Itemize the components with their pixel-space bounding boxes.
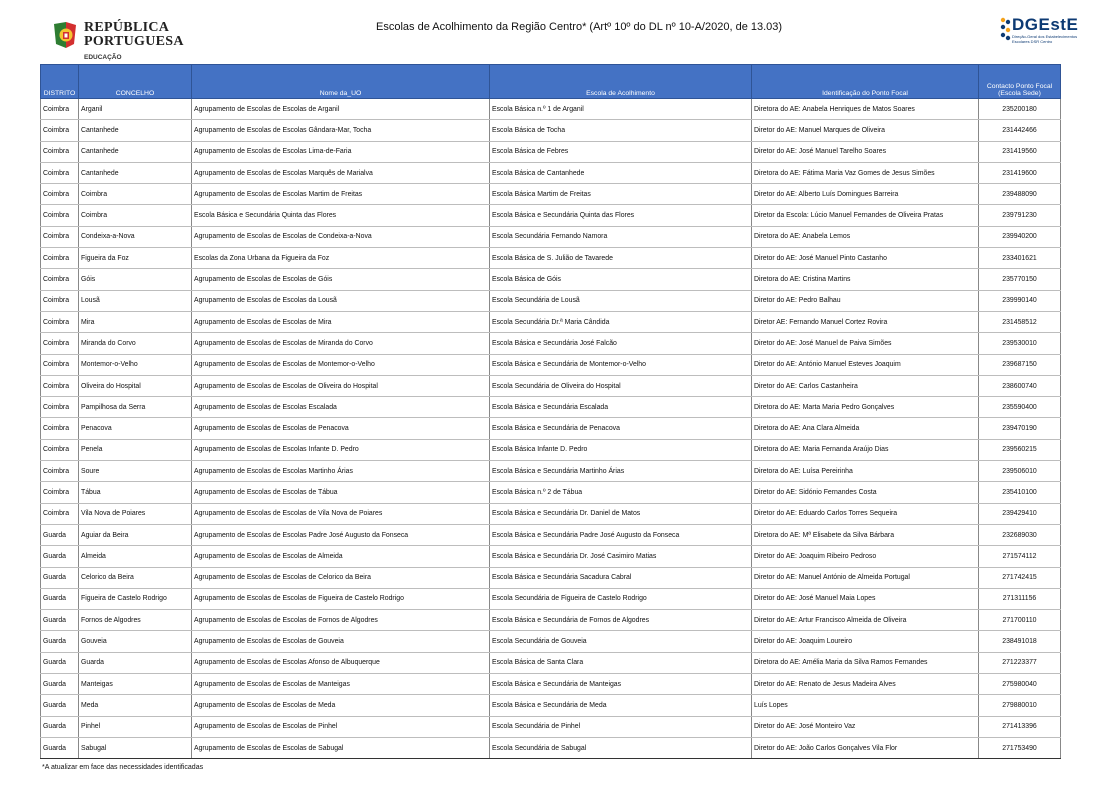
cell-distrito: Coimbra xyxy=(41,120,79,141)
cell-concelho: Soure xyxy=(79,461,192,482)
cell-escola: Escola Básica e Secundária José Falcão xyxy=(490,333,752,354)
cell-nome-uo: Agrupamento de Escolas de Escolas da Lousã xyxy=(192,290,490,311)
cell-contacto: 239990140 xyxy=(979,290,1061,311)
cell-nome-uo: Agrupamento de Escolas de Escolas de Vila Nova de Poiares xyxy=(192,503,490,524)
cell-contacto: 238491018 xyxy=(979,631,1061,652)
cell-concelho: Celorico da Beira xyxy=(79,567,192,588)
cell-contacto: 271223377 xyxy=(979,652,1061,673)
cell-concelho: Penacova xyxy=(79,418,192,439)
cell-nome-uo: Agrupamento de Escolas de Escolas de Manteigas xyxy=(192,674,490,695)
cell-escola: Escola Básica e Secundária de Manteigas xyxy=(490,674,752,695)
cell-distrito: Guarda xyxy=(41,567,79,588)
table-row xyxy=(41,737,1061,758)
cell-distrito: Guarda xyxy=(41,674,79,695)
cell-contacto: 235410100 xyxy=(979,482,1061,503)
cell-distrito: Coimbra xyxy=(41,248,79,269)
table-row xyxy=(41,311,1061,332)
cell-distrito: Coimbra xyxy=(41,397,79,418)
cell-nome-uo: Agrupamento de Escolas de Escolas Padre José Augusto da Fonseca xyxy=(192,524,490,545)
cell-nome-uo: Agrupamento de Escolas de Escolas de Montemor-o-Velho xyxy=(192,354,490,375)
cell-ponto-focal: Diretora do AE: Mª Elisabete da Silva Bárbara xyxy=(752,524,979,545)
cell-escola: Escola Básica e Secundária de Fornos de Algodres xyxy=(490,610,752,631)
cell-ponto-focal: Diretor do AE: José Manuel Tarelho Soares xyxy=(752,141,979,162)
table-row xyxy=(41,652,1061,673)
cell-nome-uo: Agrupamento de Escolas de Escolas de Arganil xyxy=(192,99,490,120)
cell-concelho: Pampilhosa da Serra xyxy=(79,397,192,418)
cell-concelho: Condeixa-a-Nova xyxy=(79,226,192,247)
cell-concelho: Oliveira do Hospital xyxy=(79,375,192,396)
cell-concelho: Coimbra xyxy=(79,184,192,205)
cell-distrito: Coimbra xyxy=(41,269,79,290)
cell-ponto-focal: Diretor do AE: Eduardo Carlos Torres Sequeira xyxy=(752,503,979,524)
cell-concelho: Vila Nova de Poiares xyxy=(79,503,192,524)
cell-distrito: Coimbra xyxy=(41,184,79,205)
cell-escola: Escola Básica e Secundária Quinta das Flores xyxy=(490,205,752,226)
cell-ponto-focal: Diretor do AE: Pedro Balhau xyxy=(752,290,979,311)
table-row xyxy=(41,162,1061,183)
cell-nome-uo: Agrupamento de Escolas de Escolas de Meda xyxy=(192,695,490,716)
cell-ponto-focal: Diretor do AE: Sidónio Fernandes Costa xyxy=(752,482,979,503)
cell-distrito: Guarda xyxy=(41,610,79,631)
cell-ponto-focal: Diretora do AE: Cristina Martins xyxy=(752,269,979,290)
cell-distrito: Guarda xyxy=(41,631,79,652)
table-row xyxy=(41,269,1061,290)
cell-escola: Escola Básica e Secundária Dr. Daniel de Matos xyxy=(490,503,752,524)
cell-nome-uo: Agrupamento de Escolas de Escolas Martinho Árias xyxy=(192,461,490,482)
table-row xyxy=(41,674,1061,695)
table-row xyxy=(41,375,1061,396)
logo-subtitle: EDUCAÇÃO xyxy=(84,54,122,61)
cell-distrito: Coimbra xyxy=(41,418,79,439)
table-row xyxy=(41,631,1061,652)
cell-nome-uo: Agrupamento de Escolas de Escolas Afonso de Albuquerque xyxy=(192,652,490,673)
cell-escola: Escola Básica de Cantanhede xyxy=(490,162,752,183)
cell-nome-uo: Agrupamento de Escolas de Escolas de Penacova xyxy=(192,418,490,439)
cell-ponto-focal: Diretora do AE: Maria Fernanda Araújo Dias xyxy=(752,439,979,460)
cell-contacto: 239940200 xyxy=(979,226,1061,247)
cell-distrito: Guarda xyxy=(41,524,79,545)
cell-concelho: Coimbra xyxy=(79,205,192,226)
cell-concelho: Mira xyxy=(79,311,192,332)
cell-ponto-focal: Diretor do AE: José Manuel Maia Lopes xyxy=(752,588,979,609)
cell-ponto-focal: Diretor do AE: José Manuel de Paiva Simões xyxy=(752,333,979,354)
table-row xyxy=(41,248,1061,269)
cell-contacto: 271700110 xyxy=(979,610,1061,631)
footnote: *A atualizar em face das necessidades identificadas xyxy=(42,764,204,771)
cell-contacto: 231419560 xyxy=(979,141,1061,162)
cell-nome-uo: Agrupamento de Escolas de Escolas de Gouveia xyxy=(192,631,490,652)
cell-contacto: 271574112 xyxy=(979,546,1061,567)
cell-contacto: 235200180 xyxy=(979,99,1061,120)
table-row xyxy=(41,226,1061,247)
cell-concelho: Aguiar da Beira xyxy=(79,524,192,545)
dgeste-wordmark: DGEstE xyxy=(1012,15,1079,34)
cell-nome-uo: Escolas da Zona Urbana da Figueira da Foz xyxy=(192,248,490,269)
table-row xyxy=(41,418,1061,439)
cell-contacto: 279880010 xyxy=(979,695,1061,716)
cell-nome-uo: Agrupamento de Escolas de Escolas Lima-de-Faria xyxy=(192,141,490,162)
cell-ponto-focal: Diretora do AE: Ana Clara Almeida xyxy=(752,418,979,439)
cell-ponto-focal: Diretora do AE: Anabela Lemos xyxy=(752,226,979,247)
cell-concelho: Lousã xyxy=(79,290,192,311)
cell-concelho: Figueira de Castelo Rodrigo xyxy=(79,588,192,609)
table-row xyxy=(41,546,1061,567)
cell-escola: Escola Básica Martim de Freitas xyxy=(490,184,752,205)
schools-table xyxy=(40,64,1061,759)
cell-nome-uo: Agrupamento de Escolas de Escolas de Condeixa-a-Nova xyxy=(192,226,490,247)
cell-contacto: 231419600 xyxy=(979,162,1061,183)
header-escola-acolhimento: Escola de Acolhimento xyxy=(490,65,752,99)
cell-distrito: Coimbra xyxy=(41,162,79,183)
header-ponto-focal: Identificação do Ponto Focal xyxy=(752,65,979,99)
cell-escola: Escola Básica e Secundária Martinho Árias xyxy=(490,461,752,482)
cell-nome-uo: Agrupamento de Escolas de Escolas Escalada xyxy=(192,397,490,418)
cell-nome-uo: Agrupamento de Escolas de Escolas de Oliveira do Hospital xyxy=(192,375,490,396)
cell-ponto-focal: Diretor AE: Fernando Manuel Cortez Rovira xyxy=(752,311,979,332)
cell-escola: Escola Secundária de Figueira de Castelo Rodrigo xyxy=(490,588,752,609)
cell-ponto-focal: Diretor do AE: Carlos Castanheira xyxy=(752,375,979,396)
cell-nome-uo: Agrupamento de Escolas de Escolas Infante D. Pedro xyxy=(192,439,490,460)
cell-concelho: Góis xyxy=(79,269,192,290)
cell-ponto-focal: Diretor do AE: José Monteiro Vaz xyxy=(752,716,979,737)
cell-concelho: Guarda xyxy=(79,652,192,673)
cell-contacto: 275980040 xyxy=(979,674,1061,695)
table-header-row xyxy=(41,65,1061,99)
cell-escola: Escola Básica e Secundária Dr. José Casimiro Matias xyxy=(490,546,752,567)
cell-nome-uo: Agrupamento de Escolas de Escolas Martim de Freitas xyxy=(192,184,490,205)
cell-nome-uo: Agrupamento de Escolas de Escolas de Fornos de Algodres xyxy=(192,610,490,631)
cell-escola: Escola Secundária Dr.ª Maria Cândida xyxy=(490,311,752,332)
cell-ponto-focal: Diretor do AE: Joaquim Ribeiro Pedroso xyxy=(752,546,979,567)
cell-distrito: Coimbra xyxy=(41,375,79,396)
cell-nome-uo: Agrupamento de Escolas de Escolas de Pinhel xyxy=(192,716,490,737)
cell-nome-uo: Agrupamento de Escolas de Escolas de Miranda do Corvo xyxy=(192,333,490,354)
cell-escola: Escola Secundária de Pinhel xyxy=(490,716,752,737)
cell-distrito: Guarda xyxy=(41,652,79,673)
cell-distrito: Coimbra xyxy=(41,461,79,482)
header-concelho: CONCELHO xyxy=(79,65,192,99)
cell-escola: Escola Básica e Secundária Escalada xyxy=(490,397,752,418)
cell-concelho: Almeida xyxy=(79,546,192,567)
cell-distrito: Guarda xyxy=(41,546,79,567)
cell-contacto: 239560215 xyxy=(979,439,1061,460)
cell-escola: Escola Secundária de Lousã xyxy=(490,290,752,311)
table-row xyxy=(41,716,1061,737)
cell-distrito: Coimbra xyxy=(41,226,79,247)
cell-ponto-focal: Diretor do AE: José Manuel Pinto Castanho xyxy=(752,248,979,269)
table-row xyxy=(41,503,1061,524)
cell-contacto: 235590400 xyxy=(979,397,1061,418)
table-row xyxy=(41,205,1061,226)
table-row xyxy=(41,120,1061,141)
cell-concelho: Tábua xyxy=(79,482,192,503)
cell-escola: Escola Básica e Secundária de Meda xyxy=(490,695,752,716)
cell-escola: Escola Básica n.º 2 de Tábua xyxy=(490,482,752,503)
cell-concelho: Figueira da Foz xyxy=(79,248,192,269)
cell-ponto-focal: Diretora do AE: Anabela Henriques de Matos Soares xyxy=(752,99,979,120)
cell-contacto: 239506010 xyxy=(979,461,1061,482)
table-row xyxy=(41,290,1061,311)
cell-ponto-focal: Diretor da Escola: Lúcio Manuel Fernandes de Oliveira Pratas xyxy=(752,205,979,226)
cell-distrito: Coimbra xyxy=(41,354,79,375)
table-row xyxy=(41,461,1061,482)
cell-distrito: Guarda xyxy=(41,588,79,609)
cell-distrito: Guarda xyxy=(41,737,79,758)
cell-contacto: 239429410 xyxy=(979,503,1061,524)
table-row xyxy=(41,397,1061,418)
cell-nome-uo: Agrupamento de Escolas de Escolas Gândara-Mar, Tocha xyxy=(192,120,490,141)
cell-ponto-focal: Diretor do AE: Artur Francisco Almeida de Oliveira xyxy=(752,610,979,631)
cell-ponto-focal: Diretora do AE: Marta Maria Pedro Gonçalves xyxy=(752,397,979,418)
cell-nome-uo: Agrupamento de Escolas de Escolas de Mira xyxy=(192,311,490,332)
cell-concelho: Cantanhede xyxy=(79,141,192,162)
cell-concelho: Gouveia xyxy=(79,631,192,652)
table-row xyxy=(41,695,1061,716)
cell-ponto-focal: Diretor do AE: João Carlos Gonçalves Vila Flor xyxy=(752,737,979,758)
cell-ponto-focal: Diretor do AE: António Manuel Esteves Joaquim xyxy=(752,354,979,375)
cell-concelho: Cantanhede xyxy=(79,120,192,141)
cell-escola: Escola Básica e Secundária Sacadura Cabral xyxy=(490,567,752,588)
cell-escola: Escola Básica de Santa Clara xyxy=(490,652,752,673)
cell-contacto: 239488090 xyxy=(979,184,1061,205)
page-title: Escolas de Acolhimento da Região Centro* (Artº 10º do DL nº 10-A/2020, de 13.03) xyxy=(376,21,783,33)
table-row xyxy=(41,333,1061,354)
cell-distrito: Coimbra xyxy=(41,503,79,524)
cell-nome-uo: Agrupamento de Escolas de Escolas de Góis xyxy=(192,269,490,290)
cell-contacto: 235770150 xyxy=(979,269,1061,290)
table-row xyxy=(41,482,1061,503)
cell-concelho: Sabugal xyxy=(79,737,192,758)
cell-contacto: 238600740 xyxy=(979,375,1061,396)
cell-escola: Escola Básica e Secundária Padre José Augusto da Fonseca xyxy=(490,524,752,545)
cell-distrito: Coimbra xyxy=(41,311,79,332)
cell-contacto: 231458512 xyxy=(979,311,1061,332)
cell-contacto: 239791230 xyxy=(979,205,1061,226)
header-nome-uo: Nome da_UO xyxy=(192,65,490,99)
cell-ponto-focal: Diretor do AE: Manuel Marques de Oliveira xyxy=(752,120,979,141)
cell-nome-uo: Agrupamento de Escolas de Escolas de Figueira de Castelo Rodrigo xyxy=(192,588,490,609)
cell-concelho: Penela xyxy=(79,439,192,460)
cell-nome-uo: Agrupamento de Escolas de Escolas Marquês de Marialva xyxy=(192,162,490,183)
cell-ponto-focal: Diretora do AE: Fátima Maria Vaz Gomes de Jesus Simões xyxy=(752,162,979,183)
cell-concelho: Cantanhede xyxy=(79,162,192,183)
cell-nome-uo: Agrupamento de Escolas de Escolas de Sabugal xyxy=(192,737,490,758)
cell-escola: Escola Básica de Febres xyxy=(490,141,752,162)
cell-distrito: Coimbra xyxy=(41,439,79,460)
table-row xyxy=(41,184,1061,205)
cell-escola: Escola Básica n.º 1 de Arganil xyxy=(490,99,752,120)
cell-contacto: 231442466 xyxy=(979,120,1061,141)
cell-nome-uo: Agrupamento de Escolas de Escolas de Celorico da Beira xyxy=(192,567,490,588)
republica-portuguesa-logo xyxy=(52,18,182,64)
cell-escola: Escola Secundária Fernando Namora xyxy=(490,226,752,247)
cell-concelho: Manteigas xyxy=(79,674,192,695)
cell-contacto: 271753490 xyxy=(979,737,1061,758)
cell-ponto-focal: Diretor do AE: Manuel António de Almeida Portugal xyxy=(752,567,979,588)
cell-concelho: Miranda do Corvo xyxy=(79,333,192,354)
cell-concelho: Meda xyxy=(79,695,192,716)
header-distrito: DISTRITO xyxy=(41,65,79,99)
cell-escola: Escola Secundária de Gouveia xyxy=(490,631,752,652)
cell-distrito: Coimbra xyxy=(41,333,79,354)
cell-contacto: 239470190 xyxy=(979,418,1061,439)
dgeste-subtitle: Direção-Geral dos Estabelecimentos Escolares DSR Centro xyxy=(1012,34,1078,44)
cell-distrito: Coimbra xyxy=(41,482,79,503)
table-row xyxy=(41,524,1061,545)
cell-concelho: Fornos de Algodres xyxy=(79,610,192,631)
cell-escola: Escola Secundária de Oliveira do Hospital xyxy=(490,375,752,396)
table-row xyxy=(41,567,1061,588)
cell-distrito: Guarda xyxy=(41,716,79,737)
header-contacto: Contacto Ponto Focal (Escola Sede) xyxy=(979,65,1061,99)
table-row xyxy=(41,99,1061,120)
cell-concelho: Arganil xyxy=(79,99,192,120)
cell-contacto: 239687150 xyxy=(979,354,1061,375)
cell-ponto-focal: Diretora do AE: Amélia Maria da Silva Ramos Fernandes xyxy=(752,652,979,673)
cell-escola: Escola Básica de S. Julião de Tavarede xyxy=(490,248,752,269)
cell-escola: Escola Secundária de Sabugal xyxy=(490,737,752,758)
cell-escola: Escola Básica Infante D. Pedro xyxy=(490,439,752,460)
cell-contacto: 239530010 xyxy=(979,333,1061,354)
cell-concelho: Montemor-o-Velho xyxy=(79,354,192,375)
cell-escola: Escola Básica e Secundária de Montemor-o-Velho xyxy=(490,354,752,375)
cell-contacto: 271742415 xyxy=(979,567,1061,588)
cell-ponto-focal: Diretora do AE: Luísa Pereirinha xyxy=(752,461,979,482)
table-row xyxy=(41,439,1061,460)
cell-contacto: 233401621 xyxy=(979,248,1061,269)
cell-contacto: 271413396 xyxy=(979,716,1061,737)
dots-icon xyxy=(1000,17,1011,43)
cell-escola: Escola Básica de Tocha xyxy=(490,120,752,141)
cell-ponto-focal: Diretor do AE: Renato de Jesus Madeira Alves xyxy=(752,674,979,695)
table-row xyxy=(41,610,1061,631)
cell-ponto-focal: Luís Lopes xyxy=(752,695,979,716)
cell-distrito: Coimbra xyxy=(41,99,79,120)
table-body xyxy=(41,99,1061,759)
cell-contacto: 232689030 xyxy=(979,524,1061,545)
cell-nome-uo: Agrupamento de Escolas de Escolas de Tábua xyxy=(192,482,490,503)
cell-escola: Escola Básica e Secundária de Penacova xyxy=(490,418,752,439)
logo-text: REPÚBLICA PORTUGUESA xyxy=(84,20,184,49)
cell-distrito: Guarda xyxy=(41,695,79,716)
cell-ponto-focal: Diretor do AE: Alberto Luís Domingues Barreira xyxy=(752,184,979,205)
cell-ponto-focal: Diretor do AE: Joaquim Loureiro xyxy=(752,631,979,652)
dgeste-logo xyxy=(1000,15,1100,47)
cell-contacto: 271311156 xyxy=(979,588,1061,609)
cell-nome-uo: Escola Básica e Secundária Quinta das Flores xyxy=(192,205,490,226)
cell-distrito: Coimbra xyxy=(41,205,79,226)
cell-escola: Escola Básica de Góis xyxy=(490,269,752,290)
cell-nome-uo: Agrupamento de Escolas de Escolas de Almeida xyxy=(192,546,490,567)
cell-distrito: Coimbra xyxy=(41,141,79,162)
table-row xyxy=(41,588,1061,609)
cell-distrito: Coimbra xyxy=(41,290,79,311)
cell-concelho: Pinhel xyxy=(79,716,192,737)
table-row xyxy=(41,354,1061,375)
coat-of-arms-icon xyxy=(52,20,78,50)
table-row xyxy=(41,141,1061,162)
